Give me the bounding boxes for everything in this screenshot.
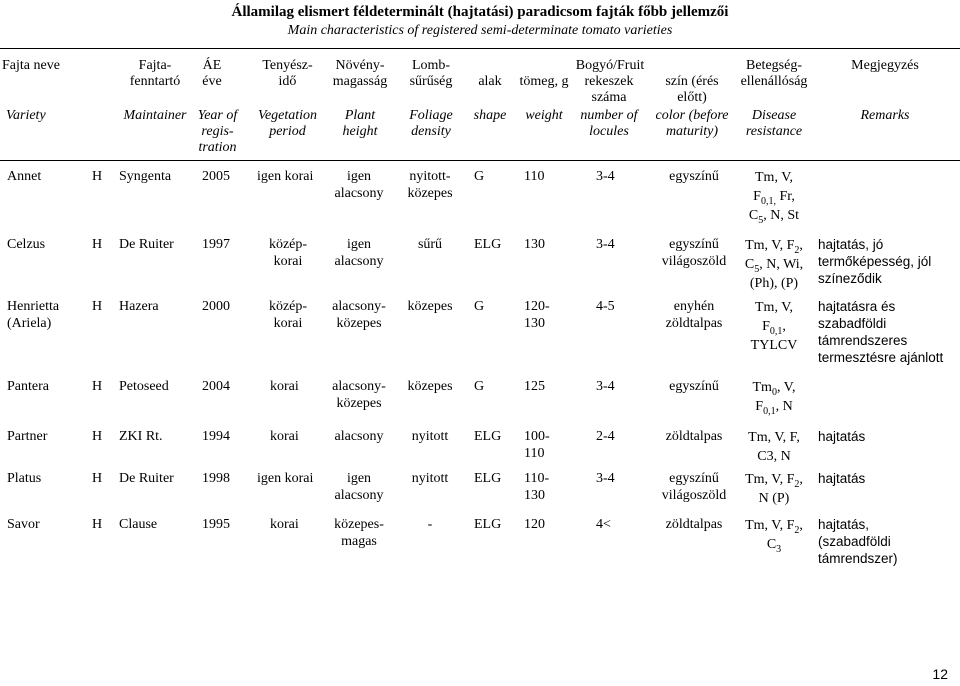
header-betegsegellenallosag	[728, 58, 820, 90]
foliage-line: nyitott	[411, 471, 449, 486]
cell-maintainer: Hazera	[119, 299, 159, 314]
header-lomb-line2: sűrűség	[409, 74, 453, 89]
disease-subscript: 0	[771, 386, 777, 398]
disease-text: N (P)	[758, 491, 790, 506]
cell-weight	[524, 428, 564, 462]
cell-remark	[818, 236, 931, 287]
header-color-line2: maturity)	[665, 124, 719, 139]
disease-text: Tm, V, F	[745, 238, 795, 253]
foliage-line: sűrű	[417, 237, 443, 252]
cell-foliage	[398, 470, 462, 487]
cell-name	[7, 378, 97, 395]
weight-line: 120-	[524, 299, 550, 314]
weight-line: 130	[524, 237, 545, 252]
disease-line	[728, 236, 820, 255]
weight-line: 110	[524, 169, 545, 184]
remark-line: (szabadföldi	[818, 534, 891, 549]
cell-maintainer: De Ruiter	[119, 237, 174, 252]
header-tomeg: tömeg, g	[519, 74, 569, 89]
cell-h: H	[92, 517, 103, 532]
cell-name	[7, 470, 97, 487]
disease-text-tail: ,	[799, 472, 803, 487]
cell-color	[648, 516, 740, 533]
cell-shape: ELG	[474, 517, 502, 532]
title-english: Main characteristics of registered semi-determinate tomato varieties	[287, 23, 673, 38]
disease-line	[728, 317, 820, 336]
cell-veg	[257, 168, 329, 185]
color-line: egyszínű	[669, 169, 719, 184]
page-number: 12	[932, 666, 948, 682]
cell-year: 1994	[202, 429, 230, 444]
disease-line	[728, 274, 820, 293]
cell-name	[7, 236, 97, 253]
cell-disease	[728, 428, 820, 466]
disease-line	[728, 428, 820, 447]
cell-shape: G	[474, 169, 485, 184]
cell-height	[325, 516, 393, 550]
disease-text-tail: ,	[799, 238, 803, 253]
header-remarks: Remarks	[860, 108, 910, 123]
disease-text: Tm, V, F	[745, 518, 795, 533]
cell-maintainer: ZKI Rt.	[119, 429, 163, 444]
cell-veg	[252, 236, 324, 270]
header-alak: alak	[478, 74, 502, 89]
weight-line: 100-	[524, 429, 550, 444]
name-line: Annet	[7, 169, 42, 184]
height-line: alacsony	[334, 186, 384, 201]
cell-h: H	[92, 429, 103, 444]
name-line: Platus	[7, 471, 42, 486]
foliage-line: nyitott	[411, 429, 449, 444]
name-line: Henrietta	[7, 299, 60, 314]
remark-line: szabadföldi	[818, 316, 887, 331]
disease-subscript: 0,1	[769, 325, 783, 337]
cell-shape: ELG	[474, 237, 502, 252]
disease-subscript: 5	[758, 214, 764, 226]
header-top-rule	[0, 48, 960, 49]
header-ae-line2: éve	[202, 74, 222, 89]
cell-name	[7, 168, 97, 185]
height-line: magas	[341, 534, 377, 549]
disease-line	[728, 516, 820, 535]
disease-subscript: 2	[794, 244, 800, 256]
cell-name	[7, 516, 97, 533]
header-ae-line1: ÁE	[202, 58, 222, 73]
disease-subscript: 2	[794, 478, 800, 490]
disease-text: C	[744, 257, 755, 272]
header-variety: Variety	[6, 108, 46, 123]
height-line: közepes-	[334, 517, 384, 532]
cell-disease	[728, 168, 820, 225]
veg-line: korai	[273, 254, 303, 269]
cell-weight	[524, 378, 564, 395]
foliage-line: közepes	[407, 379, 453, 394]
cell-year: 2005	[202, 169, 230, 184]
cell-weight	[524, 516, 564, 533]
remark-line: hajtatás,	[818, 517, 870, 532]
height-line: alacsony	[334, 254, 384, 269]
cell-remark	[818, 298, 943, 366]
remark-line: színeződik	[818, 271, 882, 286]
cell-year: 2004	[202, 379, 230, 394]
header-color-line1: color (before	[655, 108, 729, 123]
disease-text: TYLCV	[750, 338, 798, 353]
header-rekeszek-line2: száma	[591, 90, 627, 105]
remark-line: termőképesség, jól	[818, 254, 932, 269]
cell-year: 2000	[202, 299, 230, 314]
cell-locules: 3-4	[596, 169, 615, 184]
height-line: alacsony	[334, 429, 384, 444]
header-color-before-maturity	[646, 108, 738, 140]
header-foliage-density	[400, 108, 462, 140]
disease-line	[728, 298, 820, 317]
header-shape: shape	[473, 108, 507, 123]
cell-weight	[524, 298, 564, 332]
height-line: alacsony-	[332, 299, 386, 314]
cell-h: H	[92, 169, 103, 184]
header-weight: weight	[525, 108, 563, 123]
color-line: egyszínű	[669, 379, 719, 394]
cell-h: H	[92, 471, 103, 486]
disease-text-tail: , N	[775, 399, 793, 414]
header-lombsuruseg	[400, 58, 462, 90]
veg-line: közép-	[268, 299, 308, 314]
height-line: alacsony	[334, 488, 384, 503]
veg-line: korai	[270, 379, 299, 394]
cell-height	[325, 470, 393, 504]
header-szin	[646, 74, 738, 106]
cell-locules: 2-4	[596, 429, 615, 444]
disease-text: F	[753, 189, 761, 204]
disease-text: Tm, V, F	[745, 472, 795, 487]
cell-locules: 4<	[596, 517, 611, 532]
weight-line: 130	[524, 316, 545, 331]
header-foliage-line1: Foliage	[409, 108, 453, 123]
cell-remark	[818, 428, 865, 445]
header-noveny-line1: Növény-	[335, 58, 385, 73]
cell-name	[7, 298, 97, 332]
header-szin-line2: előtt)	[677, 90, 707, 105]
header-plant-line2: height	[342, 124, 378, 139]
disease-line	[728, 336, 820, 355]
disease-text: Tm, V,	[755, 300, 793, 315]
height-line: közepes	[336, 316, 382, 331]
veg-line: igen korai	[257, 471, 314, 486]
header-rekeszek-line1: rekeszek	[584, 74, 634, 89]
header-fenntarto-line1: Fajta-	[138, 58, 172, 73]
disease-line	[728, 378, 820, 397]
cell-height	[325, 378, 393, 412]
cell-foliage	[398, 298, 462, 315]
header-foliage-line2: density	[411, 124, 451, 139]
cell-foliage	[398, 516, 462, 533]
cell-disease	[728, 378, 820, 416]
disease-text: (Ph), (P)	[749, 276, 799, 291]
disease-line	[728, 470, 820, 489]
name-line: Partner	[7, 429, 48, 444]
veg-line: igen korai	[257, 169, 314, 184]
disease-text: C	[748, 208, 759, 223]
cell-weight	[524, 236, 564, 253]
header-bogyo-fruit: Bogyó/Fruit	[575, 58, 645, 73]
disease-text-tail: , V,	[776, 380, 796, 395]
cell-h: H	[92, 299, 103, 314]
header-ae	[192, 58, 232, 90]
header-rekeszek-szama	[572, 74, 646, 106]
cell-name	[7, 428, 97, 445]
foliage-line: közepes	[407, 299, 453, 314]
header-plant-height	[324, 108, 396, 140]
header-maintainer: Maintainer	[123, 108, 187, 123]
header-vegetation-period	[250, 108, 325, 140]
cell-disease	[728, 470, 820, 508]
header-beteg-line1: Betegség-	[746, 58, 802, 73]
header-novenymagassag	[324, 58, 396, 90]
veg-line: korai	[273, 316, 303, 331]
disease-line	[728, 168, 820, 187]
disease-line	[728, 397, 820, 416]
color-line: egyszínű	[669, 471, 719, 486]
height-line: igen	[346, 169, 372, 184]
cell-maintainer: Syngenta	[119, 169, 172, 184]
disease-text: F	[762, 319, 770, 334]
header-szin-line1: szín (érés	[665, 74, 719, 89]
header-year-of-registration	[190, 108, 245, 156]
cell-color	[648, 298, 740, 332]
cell-shape: G	[474, 379, 485, 394]
header-disease-resistance	[728, 108, 820, 140]
disease-subscript: 2	[794, 524, 800, 536]
disease-text-tail: ,	[782, 319, 786, 334]
height-line: igen	[346, 471, 372, 486]
disease-text-tail: Fr,	[775, 189, 795, 204]
remark-line: támrendszeres	[818, 333, 908, 348]
weight-line: 125	[524, 379, 545, 394]
cell-shape: ELG	[474, 429, 502, 444]
cell-locules: 4-5	[596, 299, 615, 314]
color-line: zöldtalpas	[665, 429, 723, 444]
foliage-line: nyitott-	[409, 169, 451, 184]
remark-line: támrendszer)	[818, 551, 898, 566]
remark-line: termesztésre ajánlott	[818, 350, 944, 365]
cell-maintainer: Petoseed	[119, 379, 169, 394]
disease-subscript: 0,1	[763, 405, 776, 417]
veg-line: korai	[270, 429, 299, 444]
weight-line: 120	[524, 517, 545, 532]
height-line: alacsony-	[332, 379, 386, 394]
header-lomb-line1: Lomb-	[411, 58, 451, 73]
header-year-line2: regis-	[201, 124, 234, 139]
disease-line	[728, 489, 820, 508]
height-line: igen	[346, 237, 372, 252]
cell-height	[325, 236, 393, 270]
header-tenyesz-line1: Tenyész-	[262, 58, 313, 73]
title-hungarian: Államilag elismert féldeterminált (hajtatási) paradicsom fajták főbb jellemzői	[231, 4, 729, 20]
color-line: világoszöld	[661, 254, 727, 269]
cell-foliage	[398, 378, 462, 395]
header-plant-line1: Plant	[344, 108, 376, 123]
cell-color	[648, 378, 740, 395]
cell-maintainer: Clause	[119, 517, 158, 532]
cell-height	[325, 428, 393, 445]
disease-subscript: 0,1,	[760, 195, 776, 207]
disease-text: C	[766, 537, 777, 552]
disease-text: Tm, V, F,	[748, 430, 800, 445]
disease-text: Tm	[752, 380, 772, 395]
name-line: (Ariela)	[7, 316, 52, 331]
cell-remark	[818, 516, 898, 567]
header-veg-line1: Vegetation	[257, 108, 318, 123]
disease-text: F	[755, 399, 764, 414]
weight-line: 110	[524, 446, 545, 461]
weight-line: 110-	[524, 471, 550, 486]
disease-text-tail: ,	[799, 518, 803, 533]
cell-color	[648, 428, 740, 445]
cell-color	[648, 236, 740, 270]
cell-height	[325, 168, 393, 202]
cell-year: 1998	[202, 471, 230, 486]
header-fajta-neve: Fajta neve	[2, 58, 60, 73]
header-veg-line2: period	[269, 124, 306, 139]
cell-foliage	[398, 236, 462, 253]
cell-year: 1995	[202, 517, 230, 532]
disease-line	[728, 255, 820, 274]
header-noveny-line2: magasság	[332, 74, 388, 89]
header-bottom-rule	[0, 160, 960, 161]
disease-text: Tm, V,	[755, 170, 793, 185]
name-line: Pantera	[7, 379, 49, 394]
color-line: enyhén	[673, 299, 715, 314]
header-beteg-line2: ellenállóság	[740, 74, 808, 89]
header-disease-line2: resistance	[745, 124, 803, 139]
cell-weight	[524, 168, 564, 185]
header-year-line1: Year of	[197, 108, 238, 123]
weight-line: 130	[524, 488, 545, 503]
document-title	[0, 3, 960, 39]
cell-locules: 3-4	[596, 471, 615, 486]
color-line: zöldtalpas	[665, 517, 723, 532]
name-line: Celzus	[7, 237, 46, 252]
cell-color	[648, 470, 740, 504]
disease-text-tail: , N, Wi,	[759, 257, 804, 272]
disease-subscript: 5	[754, 263, 760, 275]
color-line: világoszöld	[661, 488, 727, 503]
cell-disease	[728, 516, 820, 554]
cell-foliage	[398, 428, 462, 445]
header-fenntarto	[110, 58, 200, 90]
name-line: Savor	[7, 517, 40, 532]
cell-disease	[728, 298, 820, 355]
cell-disease	[728, 236, 820, 293]
cell-maintainer: De Ruiter	[119, 471, 174, 486]
cell-shape: G	[474, 299, 485, 314]
header-disease-line1: Disease	[751, 108, 797, 123]
header-megjegyzes: Megjegyzés	[851, 58, 919, 73]
disease-subscript: 3	[776, 543, 782, 555]
cell-veg	[252, 298, 324, 332]
disease-line	[728, 187, 820, 206]
cell-foliage	[398, 168, 462, 202]
cell-weight	[524, 470, 564, 504]
remark-line: hajtatásra és	[818, 299, 896, 314]
veg-line: közép-	[268, 237, 308, 252]
header-number-of-locules	[572, 108, 646, 140]
cell-shape: ELG	[474, 471, 502, 486]
cell-height	[325, 298, 393, 332]
cell-h: H	[92, 379, 103, 394]
remark-line: hajtatás	[818, 429, 866, 444]
header-tenyesz-line2: idő	[278, 74, 297, 89]
cell-locules: 3-4	[596, 379, 615, 394]
height-line: közepes	[336, 396, 382, 411]
cell-remark	[818, 470, 865, 487]
header-locules-line2: locules	[589, 124, 629, 139]
foliage-line: közepes	[407, 186, 453, 201]
header-tenyeszido	[250, 58, 325, 90]
remark-line: hajtatás	[818, 471, 866, 486]
header-locules-line1: number of	[580, 108, 638, 123]
cell-year: 1997	[202, 237, 230, 252]
veg-line: korai	[270, 517, 299, 532]
disease-text-tail: , N, St	[763, 208, 800, 223]
disease-line	[728, 447, 820, 466]
disease-line	[728, 206, 820, 225]
header-year-line3: tration	[198, 140, 237, 155]
cell-h: H	[92, 237, 103, 252]
remark-line: hajtatás, jó	[818, 237, 884, 252]
disease-line	[728, 535, 820, 554]
header-fenntarto-line2: fenntartó	[129, 74, 181, 89]
color-line: zöldtalpas	[665, 316, 723, 331]
disease-text: C3, N	[757, 449, 791, 464]
foliage-line: -	[427, 517, 433, 532]
cell-locules: 3-4	[596, 237, 615, 252]
cell-color	[648, 168, 740, 185]
color-line: egyszínű	[669, 237, 719, 252]
cell-veg	[257, 470, 329, 487]
